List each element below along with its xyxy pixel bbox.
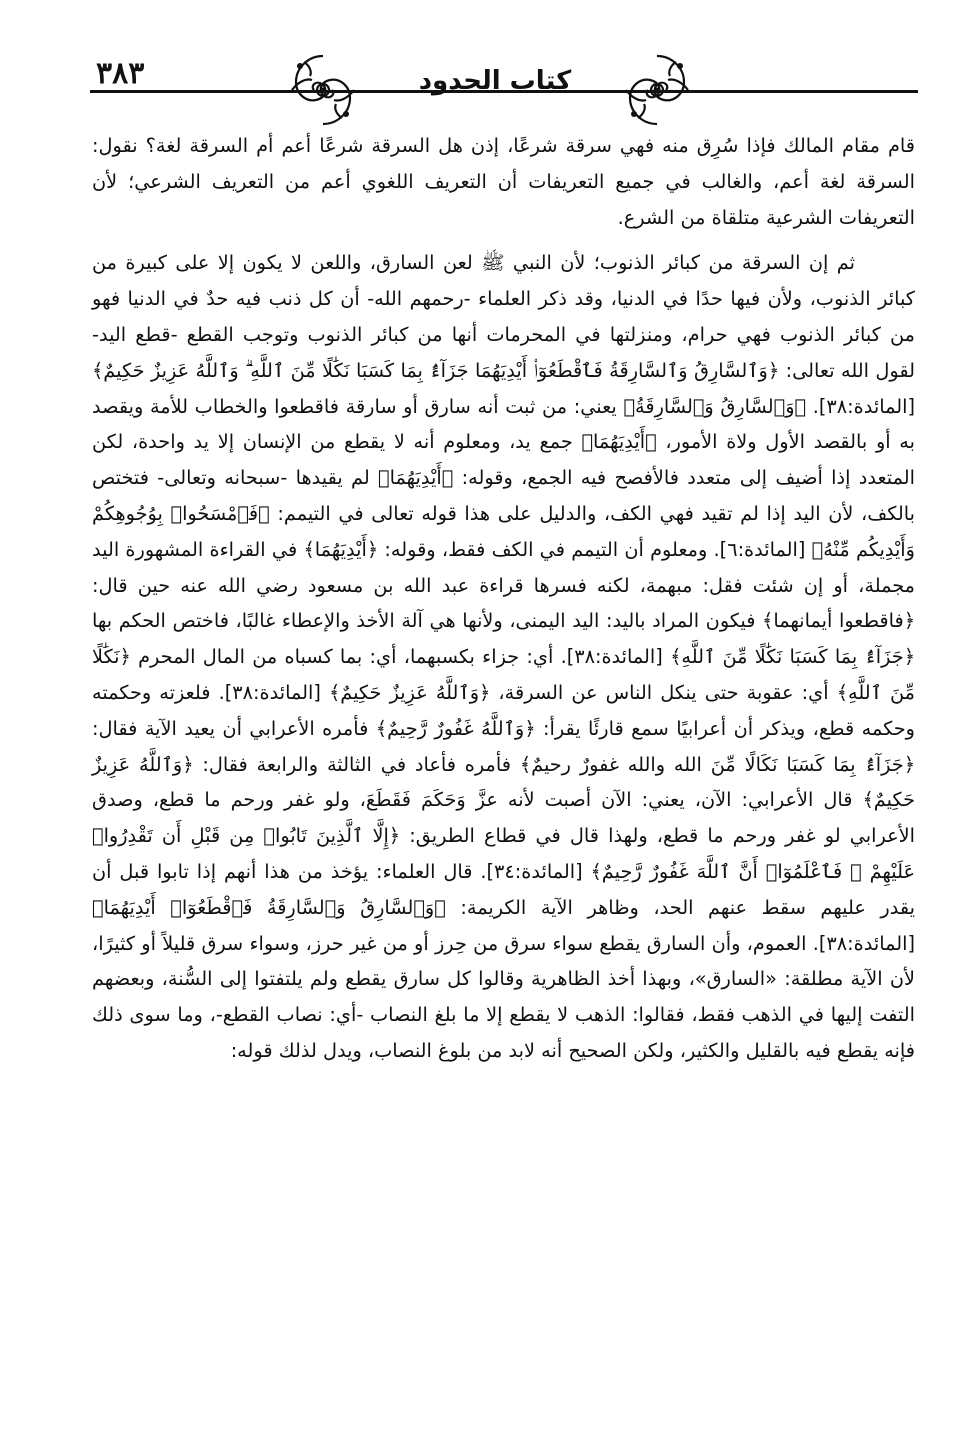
chapter-title: كتاب الحدود	[418, 66, 572, 96]
ornament-icon	[286, 52, 360, 128]
body-text	[92, 128, 915, 1069]
page-number: ٣٨٣	[96, 56, 145, 91]
paragraph: ثم إن السرقة من كبائر الذنوب؛ لأن النبي ﷺ لعن السارق، واللعن لا يكون إلا على كبيرة من كبائر الذنوب، ولأن فيها حدًا في الدنيا، وقد ذكر العلماء -رحمهم الله- أن كل ذنب فيه حدٌ في الدنيا فهو من كبائر الذنوب فهي حرام، ومنزلتها في المحرمات أنها من كبائر الذنوب وتوجب القطع -قطع اليد- لقول الله تعالى: ﴿وَٱلسَّارِقُ وَٱلسَّارِقَةُ فَٱقْطَعُوٓا۟ أَيْدِيَهُمَا جَزَآءًۢ بِمَا كَسَبَا نَكَٰلًا مِّنَ ٱللَّهِ ۗ وَٱللَّهُ عَزِيزٌ حَكِيمٌ﴾ [المائدة:٣٨]. ﴿وَٱلسَّارِقُ وَٱلسَّارِقَةُ﴾ يعني: من ثبت أنه سارق أو سارقة فاقطعوا والخطاب للأمة ويقصد به أو بالقصد الأول ولاة الأمور، ﴿أَيْدِيَهُمَا﴾ جمع يد، ومعلوم أنه لا يقطع من الإنسان إلا يد واحدة، لكن المتعدد إذا أضيف إلى متعدد فالأفصح فيه الجمع، وقوله: ﴿أَيْدِيَهُمَا﴾ لم يقيدها -سبحانه وتعالى- فتختص بالكف، لأن اليد إذا لم تقيد فهي الكف، والدليل على هذا قوله تعالى في التيمم: ﴿فَٱمْسَحُوا۟ بِوُجُوهِكُمْ وَأَيْدِيكُم مِّنْهُ﴾ [المائدة:٦]. ومعلوم أن التيمم في الكف فقط، وقوله: ﴿أَيْدِيَهُمَا﴾ في القراءة المشهورة اليد مجملة، أو إن شئت فقل: مبهمة، لكنه فسرها قراءة عبد الله بن مسعود رضي الله عنه حين قال: ﴿فاقطعوا أيمانهما﴾ فيكون المراد باليد: اليد اليمنى، ولأنها هي آلة الأخذ والإعطاء غالبًا، فاختص الحكم بها ﴿جَزَآءًۢ بِمَا كَسَبَا نَكَٰلًا مِّنَ ٱللَّهِ﴾ [المائدة:٣٨]. أي: جزاء بكسبهما، أي: بما كسباه من المال المحرم ﴿نَكَٰلًا مِّنَ ٱللَّهِ﴾ أي: عقوبة حتى ينكل الناس عن السرقة، ﴿وَٱللَّهُ عَزِيزٌ حَكِيمٌ﴾ [المائدة:٣٨]. فلعزته وحكمته وحكمه قطع، ويذكر أن أعرابيًا سمع قارئًا يقرأ: ﴿وَٱللَّهُ غَفُورٌ رَّحِيمٌ﴾ فأمره الأعرابي أن يعيد الآية فقال: ﴿جَزَآءًۢ بِمَا كَسَبَا نَكَالًا مِّنَ الله والله غفورٌ رحيمٌ﴾ فأمره فأعاد في الثالثة والرابعة فقال: ﴿وَٱللَّهُ عَزِيزٌ حَكِيمٌ﴾ قال الأعرابي: الآن، يعني: الآن أصبت لأنه عزَّ وَحَكَمَ فَقَطَعَ، ولو غفر ورحم ما قطع، وصدق الأعرابي لو غفر ورحم ما قطع، ولهذا قال في قطاع الطريق: ﴿إِلَّا ٱلَّذِينَ تَابُوا۟ مِن قَبْلِ أَن تَقْدِرُوا۟ عَلَيْهِمْ ۖ فَٱعْلَمُوٓا۟ أَنَّ ٱللَّهَ غَفُورٌ رَّحِيمٌ﴾ [المائدة:٣٤]. قال العلماء: يؤخذ من هذا أنهم إذا تابوا قبل أن يقدر عليهم سقط عنهم الحد، وظاهر الآية الكريمة: ﴿وَٱلسَّارِقُ وَٱلسَّارِقَةُ فَٱقْطَعُوٓا۟ أَيْدِيَهُمَا﴾ [المائدة:٣٨]. العموم، وأن السارق يقطع سواء سرق من حِرز أو من غير حرز، وسواء سرق قليلاً أو كثيرًا، لأن الآية مطلقة: «السارق»، وبهذا أخذ الظاهرية وقالوا كل سارق يقطع ولم يلتفتوا إلى السُّنة، وبعضهم التفت إليها في الذهب فقط، فقالوا: الذهب لا يقطع إلا ما بلغ النصاب -أي: نصاب القطع-، وما سوى ذلك فإنه يقطع فيه بالقليل والكثير، ولكن الصحيح أنه لابد من بلوغ النصاب، ويدل لذلك قوله:	[92, 251, 915, 1062]
paragraph: قام مقام المالك فإذا سُرِق منه فهي سرقة شرعًا، إذن هل السرقة شرعًا أعم أم السرقة لغة؟ نقول: السرقة لغة أعم، والغالب في جميع التعريفات أن التعريف اللغوي أعم من التعريف الشرعي؛ لأن التعريفات الشرعية متلقاة من الشرع.	[92, 134, 915, 229]
ornament-icon	[620, 52, 694, 128]
page-header	[90, 52, 918, 122]
